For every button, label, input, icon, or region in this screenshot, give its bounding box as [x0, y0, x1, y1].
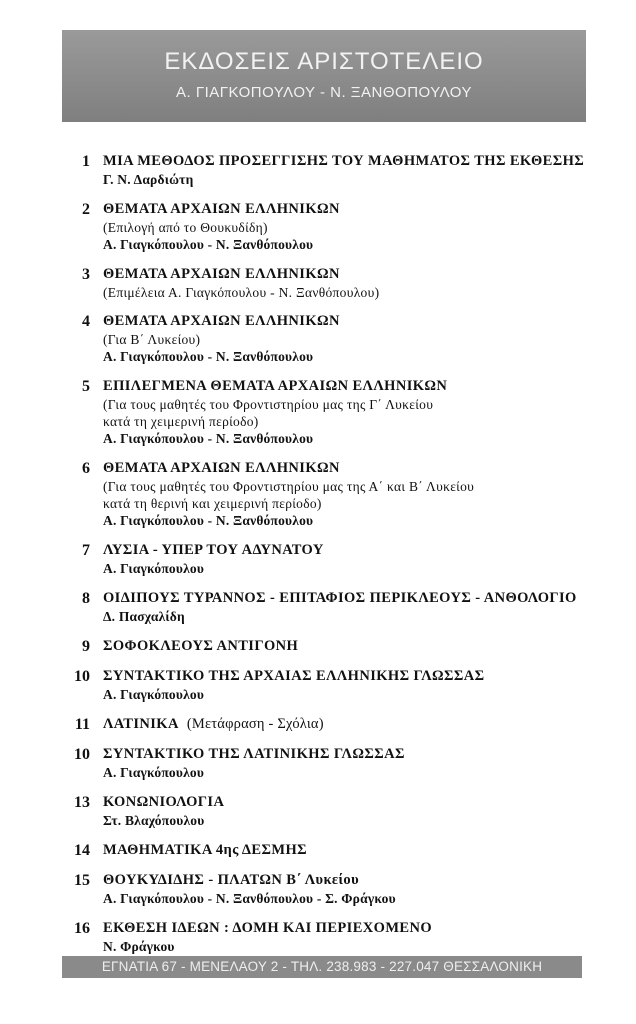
- item-number: 5: [82, 378, 90, 395]
- item-title-line: [103, 200, 596, 219]
- item-description: (Επιλογή από το Θουκυδίδη): [103, 220, 268, 235]
- item-number: 1: [82, 153, 90, 170]
- item-number: 8: [82, 590, 90, 607]
- item-number: 9: [82, 638, 90, 655]
- list-item: [56, 541, 596, 578]
- item-title: ΕΠΙΛΕΓΜΕΝΑ ΘΕΜΑΤΑ ΑΡΧΑΙΩΝ ΕΛΛΗΝΙΚΩΝ: [103, 378, 448, 394]
- list-item: [56, 715, 596, 734]
- list-item: [56, 312, 596, 366]
- publisher-name: ΕΚΔΟΣΕΙΣ ΑΡΙΣΤΟΤΕΛΕΙΟ: [164, 48, 484, 75]
- item-title: ΘΕΜΑΤΑ ΑΡΧΑΙΩΝ ΕΛΛΗΝΙΚΩΝ: [103, 201, 340, 217]
- item-title: ΘΕΜΑΤΑ ΑΡΧΑΙΩΝ ΕΛΛΗΝΙΚΩΝ: [103, 313, 340, 329]
- item-number: 2: [82, 201, 90, 218]
- item-body: [103, 265, 596, 301]
- publisher-banner: [62, 30, 586, 122]
- list-item: [56, 200, 596, 254]
- item-number: 10: [74, 668, 90, 685]
- item-body: [103, 200, 596, 254]
- item-author: Α. Γιαγκόπουλου - Ν. Ξανθόπουλου: [103, 349, 314, 364]
- item-number: 6: [82, 460, 90, 477]
- list-item: [56, 152, 596, 189]
- item-description: (Επιμέλεια Α. Γιαγκόπουλου - Ν. Ξανθόπουλου): [103, 285, 380, 300]
- item-body: [103, 459, 596, 530]
- item-title: ΜΑΘΗΜΑΤΙΚΑ 4ης ΔΕΣΜΗΣ: [103, 842, 308, 858]
- item-author: Στ. Βλαχόπουλου: [103, 813, 205, 828]
- item-body: [103, 745, 596, 782]
- item-body: [103, 841, 596, 860]
- item-title: ΕΚΘΕΣΗ ΙΔΕΩΝ : ΔΟΜΗ ΚΑΙ ΠΕΡΙΕΧΟΜΕΝΟ: [103, 920, 433, 936]
- item-title-line: [103, 793, 596, 812]
- address-bar: ΕΓΝΑΤΙΑ 67 - ΜΕΝΕΛΑΟΥ 2 - ΤΗΛ. 238.983 - 227.047 ΘΕΣΣΑΛΟΝΙΚΗ: [62, 956, 582, 978]
- item-title: ΜΙΑ ΜΕΘΟΔΟΣ ΠΡΟΣΕΓΓΙΣΗΣ ΤΟΥ ΜΑΘΗΜΑΤΟΣ ΤΗΣ ΕΚΘΕΣΗΣ: [103, 153, 585, 169]
- list-item: [56, 637, 596, 656]
- item-title: ΣΥΝΤΑΚΤΙΚΟ ΤΗΣ ΑΡΧΑΙΑΣ ΕΛΛΗΝΙΚΗΣ ΓΛΩΣΣΑΣ: [103, 668, 485, 684]
- item-title-line: [103, 589, 596, 608]
- item-title: ΛΥΣΙΑ - ΥΠΕΡ ΤΟΥ ΑΔΥΝΑΤΟΥ: [103, 542, 324, 558]
- item-author: Α. Γιαγκόπουλου: [103, 561, 205, 576]
- item-number: 10: [74, 746, 90, 763]
- item-number: 7: [82, 542, 90, 559]
- list-item: [56, 667, 596, 704]
- item-body: [103, 715, 596, 734]
- item-number: 16: [74, 920, 90, 937]
- item-description: (Για τους μαθητές του Φροντιστηρίου μας της Α΄ και Β΄ Λυκείου: [103, 479, 475, 494]
- item-description: (Για τους μαθητές του Φροντιστηρίου μας της Γ΄ Λυκείου: [103, 397, 434, 412]
- item-body: [103, 637, 596, 656]
- item-title-line: [103, 745, 596, 764]
- item-title: ΣΥΝΤΑΚΤΙΚΟ ΤΗΣ ΛΑΤΙΝΙΚΗΣ ΓΛΩΣΣΑΣ: [103, 746, 405, 762]
- item-body: [103, 871, 596, 908]
- item-body: [103, 793, 596, 830]
- item-title-line: [103, 377, 596, 396]
- item-author: Γ. Ν. Δαρδιώτη: [103, 172, 194, 187]
- item-number: 13: [74, 794, 90, 811]
- list-item: [56, 793, 596, 830]
- item-title-line: [103, 541, 596, 560]
- item-number: 14: [74, 842, 90, 859]
- item-title-line: [103, 312, 596, 331]
- item-body: [103, 589, 596, 626]
- publisher-authors: Α. ΓΙΑΓΚΟΠΟΥΛΟΥ - Ν. ΞΑΝΘΟΠΟΥΛΟΥ: [176, 84, 472, 101]
- item-body: [103, 312, 596, 366]
- item-description: κατά τη θερινή και χειμερινή περίοδο): [103, 496, 322, 511]
- list-item: [56, 745, 596, 782]
- item-author: Ν. Φράγκου: [103, 939, 175, 954]
- item-author: Α. Γιαγκόπουλου - Ν. Ξανθόπουλου: [103, 513, 314, 528]
- item-title: ΟΙΔΙΠΟΥΣ ΤΥΡΑΝΝΟΣ - ΕΠΙΤΑΦΙΟΣ ΠΕΡΙΚΛΕΟΥΣ - ΑΝΘΟΛΟΓΙΟ: [103, 590, 577, 606]
- item-author: Δ. Πασχαλίδη: [103, 609, 185, 624]
- item-description: (Για Β΄ Λυκείου): [103, 332, 201, 347]
- item-number: 15: [74, 872, 90, 889]
- list-item: [56, 265, 596, 301]
- item-title-line: [103, 459, 596, 478]
- item-description: κατά τη χειμερινή περίοδο): [103, 414, 259, 429]
- item-body: [103, 377, 596, 448]
- item-title-line: [103, 265, 596, 284]
- list-item: [56, 459, 596, 530]
- book-list: [56, 152, 596, 967]
- item-number: 3: [82, 266, 90, 283]
- item-note: (Μετάφραση - Σχόλια): [186, 716, 324, 732]
- item-body: [103, 152, 596, 189]
- item-title-line: [103, 637, 596, 656]
- item-title-line: [103, 919, 596, 938]
- item-title-line: [103, 841, 596, 860]
- item-title: ΘΕΜΑΤΑ ΑΡΧΑΙΩΝ ΕΛΛΗΝΙΚΩΝ: [103, 266, 340, 282]
- item-title: ΚΟΝΩΝΙΟΛΟΓΙΑ: [103, 794, 225, 810]
- item-title: ΣΟΦΟΚΛΕΟΥΣ ΑΝΤΙΓΟΝΗ: [103, 638, 299, 654]
- item-title: ΛΑΤΙΝΙΚΑ: [103, 716, 179, 732]
- item-number: 11: [74, 716, 90, 733]
- item-title-line: [103, 715, 596, 734]
- list-item: [56, 841, 596, 860]
- item-author: Α. Γιαγκόπουλου - Ν. Ξανθόπουλου: [103, 237, 314, 252]
- item-author: Α. Γιαγκόπουλου: [103, 687, 205, 702]
- item-title-line: [103, 871, 596, 890]
- item-title: ΘΟΥΚΥΔΙΔΗΣ - ΠΛΑΤΩΝ Β΄ Λυκείου: [103, 872, 359, 888]
- item-title-line: [103, 667, 596, 686]
- list-item: [56, 871, 596, 908]
- list-item: [56, 919, 596, 956]
- item-title-line: [103, 152, 596, 171]
- item-author: Α. Γιαγκόπουλου: [103, 765, 205, 780]
- item-number: 4: [82, 313, 90, 330]
- list-item: [56, 589, 596, 626]
- item-body: [103, 541, 596, 578]
- item-body: [103, 667, 596, 704]
- list-item: [56, 377, 596, 448]
- item-author: Α. Γιαγκόπουλου - Ν. Ξανθόπουλου: [103, 431, 314, 446]
- item-author: Α. Γιαγκόπουλου - Ν. Ξανθόπουλου - Σ. Φράγκου: [103, 891, 396, 906]
- item-title: ΘΕΜΑΤΑ ΑΡΧΑΙΩΝ ΕΛΛΗΝΙΚΩΝ: [103, 460, 340, 476]
- item-body: [103, 919, 596, 956]
